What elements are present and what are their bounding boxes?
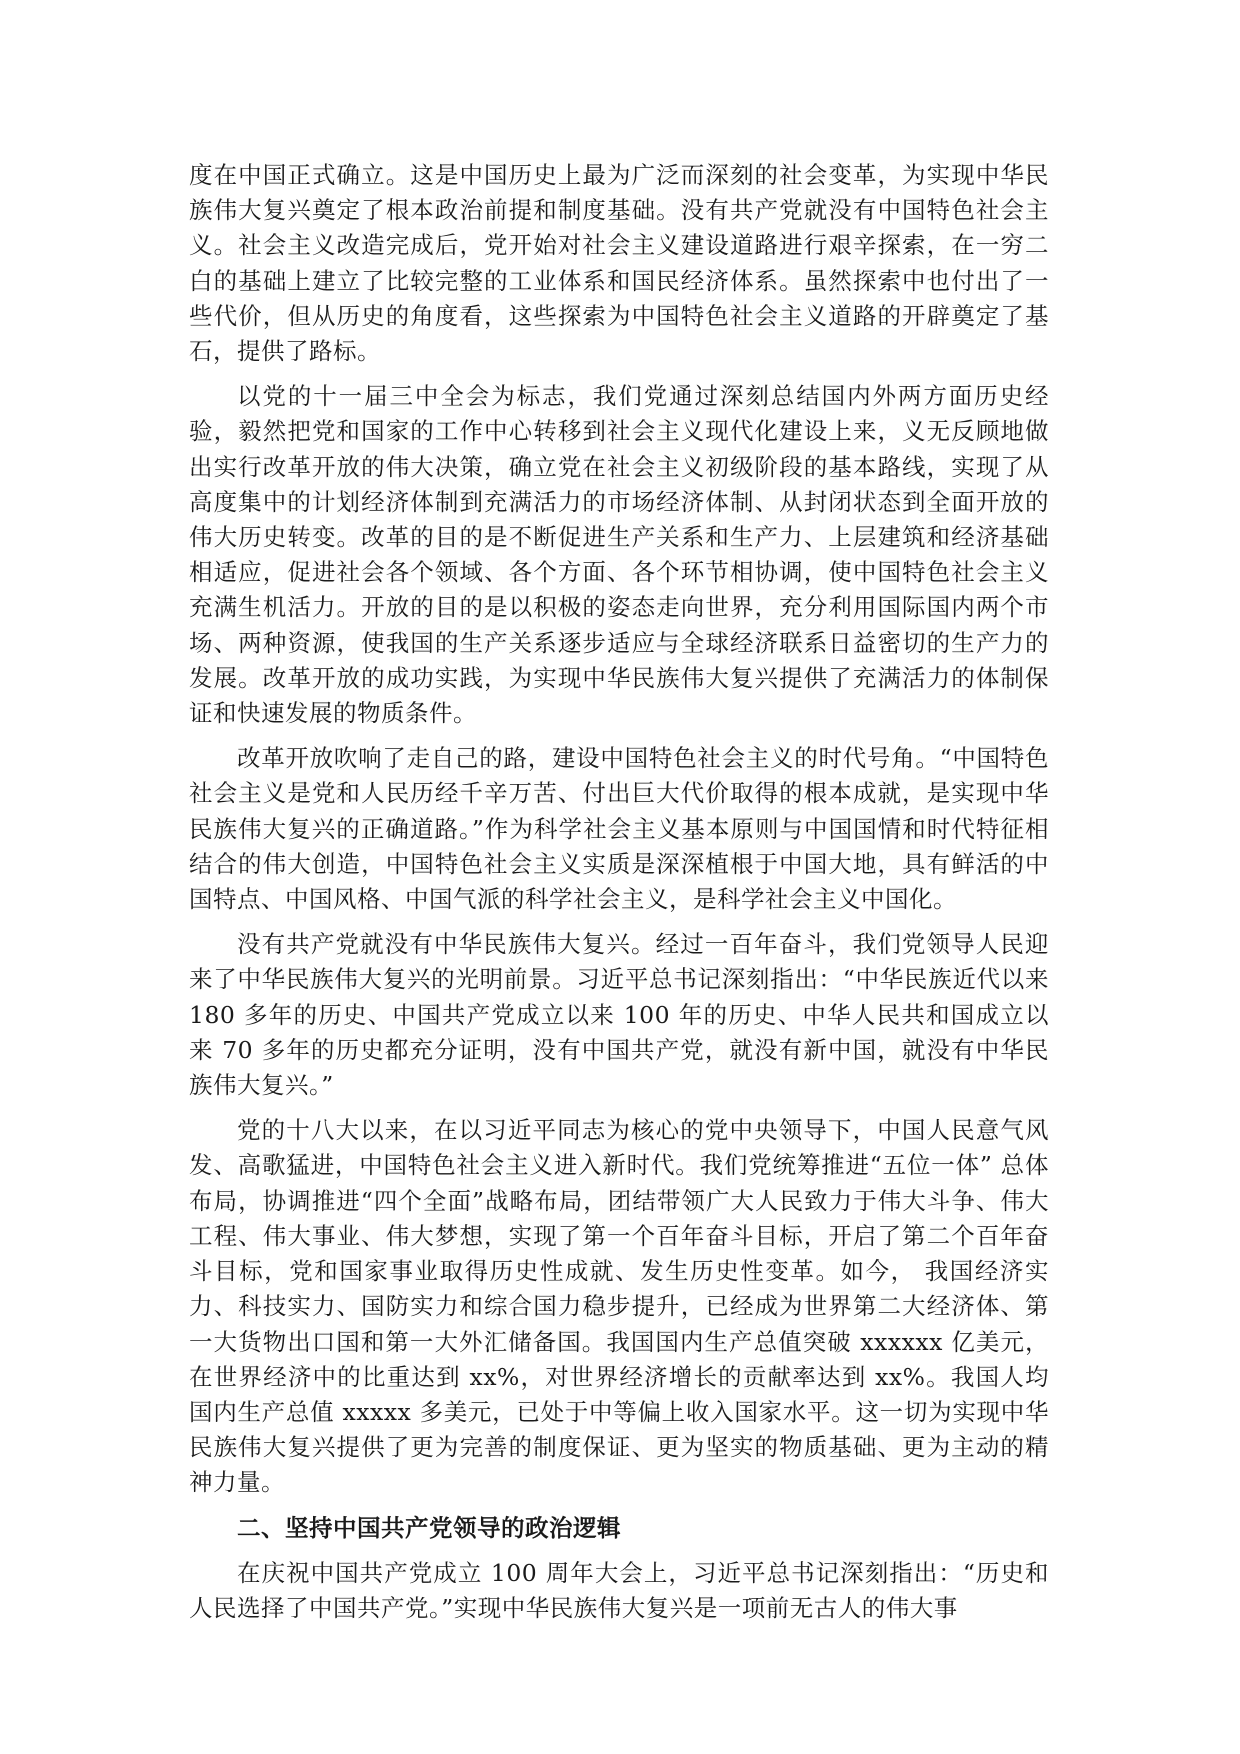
paragraph-reform-opening: 以党的十一届三中全会为标志，我们党通过深刻总结国内外两方面历史经验，毅然把党和国家的工作中心转移到社会主义现代化建设上来，义无反顾地做出实行改革开放的伟大决策，确立党在社会主义初级阶段的基本路线，实现了从高度集中的计划经济体制到充满活力的市场经济体制、从封闭状态到全面开放的伟大历史转变。改革的目的是不断促进生产关系和生产力、上层建筑和经济基础相适应，促进社会各个领域、各个方面、各个环节相协调，使中国特色社会主义充满生机活力。开放的目的是以积极的姿态走向世界，充分利用国际国内两个市场、两种资源，使我国的生产关系逐步适应与全球经济联系日益密切的生产力的发展。改革开放的成功实践，为实现中华民族伟大复兴提供了充满活力的体制保证和快速发展的物质条件。 (189, 382, 1049, 728)
paragraph-political-logic: 在庆祝中国共产党成立 100 周年大会上，习近平总书记深刻指出：“历史和人民选择了中国共产党。”实现中华民族伟大复兴是一项前无古人的伟大事 (189, 1558, 1049, 1622)
paragraph-socialism-characteristics: 改革开放吹响了走自己的路，建设中国特色社会主义的时代号角。“中国特色社会主义是党和人民历经千辛万苦、付出巨大代价取得的根本成就，是实现中华民族伟大复兴的正确道路。”作为科学社会主义基本原则与中国国情和时代特征相结合的伟大创造，中国特色社会主义实质是深深植根于中国大地，具有鲜活的中国特点、中国风格、中国气派的科学社会主义，是科学社会主义中国化。 (189, 744, 1049, 914)
section-heading: 二、坚持中国共产党领导的政治逻辑 (237, 1513, 621, 1542)
paragraph-new-era: 党的十八大以来，在以习近平同志为核心的党中央领导下，中国人民意气风发、高歌猛进，中国特色社会主义进入新时代。我们党统筹推进“五位一体” 总体布局，协调推进“四个全面”战略布局，团结带领广大人民致力于伟大斗争、伟大工程、伟大事业、伟大梦想，实现了第一个百年奋斗目标，开启了第二个百年奋斗目标，党和国家事业取得历史性成就、发生历史性变革。如今， 我国经济实力、科技实力、国防实力和综合国力稳步提升，已经成为世界第二大经济体、第一大货物出口国和第一大外汇储备国。我国国内生产总值突破 xxxxxx 亿美元，在世界经济中的比重达到 xx%，对世界经济增长的贡献率达到 xx%。我国人均国内生产总值 xxxxx 多美元，已处于中等偏上收入国家水平。这一切为实现中华民族伟大复兴提供了更为完善的制度保证、更为坚实的物质基础、更为主动的精神力量。 (189, 1116, 1049, 1497)
paragraph-continuation: 度在中国正式确立。这是中国历史上最为广泛而深刻的社会变革，为实现中华民族伟大复兴奠定了根本政治前提和制度基础。没有共产党就没有中国特色社会主义。社会主义改造完成后，党开始对社会主义建设道路进行艰辛探索，在一穷二白的基础上建立了比较完整的工业体系和国民经济体系。虽然探索中也付出了一些代价，但从历史的角度看，这些探索为中国特色社会主义道路的开辟奠定了基石，提供了路标。 (189, 161, 1049, 366)
paragraph-rejuvenation: 没有共产党就没有中华民族伟大复兴。经过一百年奋斗，我们党领导人民迎来了中华民族伟大复兴的光明前景。习近平总书记深刻指出：“中华民族近代以来 180 多年的历史、中国共产党成立以来 100 年的历史、中华人民共和国成立以来 70 多年的历史都充分证明，没有中国共产党，就没有新中国，就没有中华民族伟大复兴。” (189, 930, 1049, 1100)
document-page (189, 158, 1049, 1636)
